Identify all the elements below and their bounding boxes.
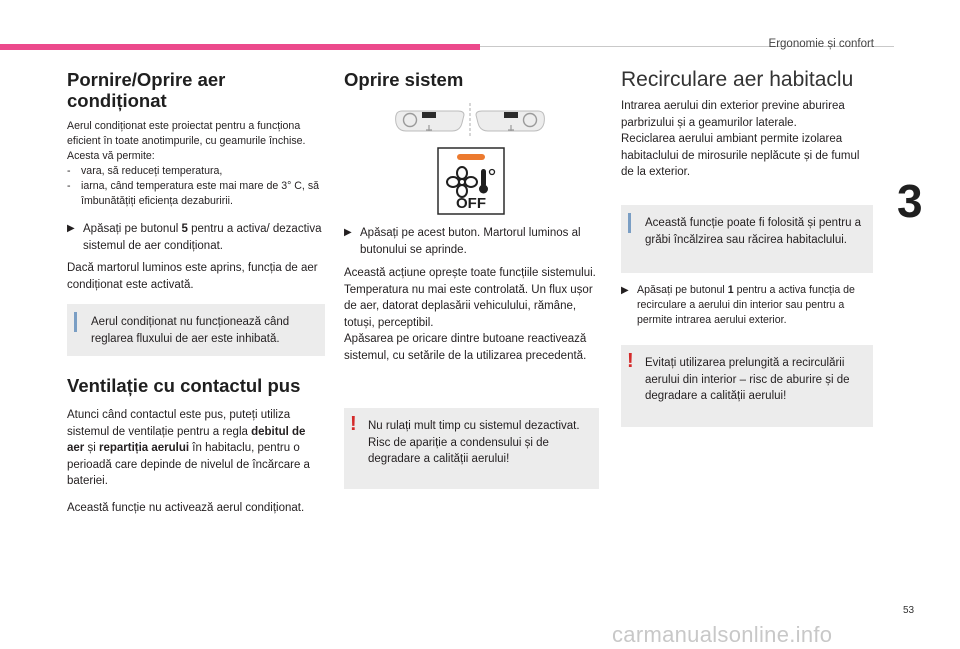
list-item: - iarna, când temperatura este mai mare de 3° C, să îmbunătățiți eficiența dezaburirii. <box>67 179 325 209</box>
watermark: carmanualsonline.info <box>612 622 833 647</box>
off-step-text: Apăsați pe acest buton. Martorul luminos al butonului se aprinde. <box>360 227 581 256</box>
ac-intro: Aerul condiționat este proiectat pentru a funcționa eficient în toate anotimpurile, cu geamurile închise. Acesta vă permite: <box>67 120 306 162</box>
recirc-body <box>621 98 873 181</box>
heated-seat-icon <box>396 111 464 131</box>
page-number: 53 <box>903 605 915 616</box>
chapter-number: 3 <box>897 175 923 227</box>
warning-box <box>344 408 599 489</box>
body-paragraph: Această acțiune oprește toate funcțiile sistemului. <box>344 267 596 279</box>
list-item-text: vara, să reduceți temperatura, <box>81 165 223 177</box>
warning-box <box>621 345 873 427</box>
vent-note: Această funcție nu activează aerul condiționat. <box>67 502 305 514</box>
off-step <box>344 225 599 258</box>
body-paragraph: Intrarea aerului din exterior previne aburirea parbrizului și a geamurilor laterale. <box>621 100 845 129</box>
warning-text: Nu rulați mult timp cu sistemul dezactivat. Risc de apariție a condensului și de degradare a calității aerului! <box>368 420 580 465</box>
info-text: Aerul condiționat nu funcționează când reglarea fluxului de aer este inhibată. <box>91 316 290 345</box>
body-paragraph: Temperatura nu mai este controlată. Un flux ușor de aer, datorat deplasării vehiculului, rămâne, totuși, perceptibil. <box>344 283 593 329</box>
ac-intro-block <box>67 119 325 209</box>
section-heading: Ventilație cu contactul pus <box>67 375 301 396</box>
info-box <box>67 304 325 356</box>
section-heading: Oprire sistem <box>344 69 464 90</box>
accent-bar <box>0 44 480 50</box>
square-arrow-bullet-icon: ▶ <box>344 227 352 238</box>
info-bar-icon <box>628 213 631 233</box>
info-box <box>621 205 873 273</box>
body-paragraph: Apăsarea pe oricare dintre butoane reactivează sistemul, cu setările de la utilizarea precedentă. <box>344 333 587 362</box>
recirc-step: ▶ Apăsați pe butonul 1 pentru a activa funcția de recirculare a aerului din interior sau pentru a permite intrarea aerului exterior. <box>621 284 855 326</box>
list-item: - vara, să reduceți temperatura, <box>67 165 223 177</box>
heated-seat-icon <box>476 111 544 131</box>
ac-step: ▶ Apăsați pe butonul 5 pentru a activa/ dezactiva sistemul de aer condiționat. <box>67 221 325 254</box>
square-arrow-bullet-icon: ▶ <box>67 223 75 234</box>
body-paragraph: Reciclarea aerului ambiant permite izolarea habitaclului de mirosurile neplăcute și de fumul de la exterior. <box>621 133 860 178</box>
heading-line1: Pornire/Oprire aer <box>67 69 226 90</box>
info-text: Această funcție poate fi folosită și pentru a grăbi încălzirea sau răcirea habitaclului. <box>645 217 862 246</box>
button-number: 1 <box>727 284 734 296</box>
control-panel-illustration <box>390 101 550 139</box>
exclamation-icon: ! <box>627 350 634 372</box>
col1-title <box>67 69 325 111</box>
off-button-illustration <box>437 147 505 215</box>
info-bar-icon <box>74 312 77 332</box>
exclamation-icon: ! <box>350 413 357 435</box>
list-item-text: iarna, când temperatura este mai mare de 3° C, să îmbunătățiți eficiența dezaburirii. <box>81 180 320 207</box>
heading-line2: condiționat <box>67 90 167 111</box>
vent-paragraph: Atunci când contactul este pus, puteți utiliza sistemul de ventilație pentru a regla debitul de aer și repartiția aerului în habitaclu, pentru o perioadă care depinde de nivelul de încărcare a bateriei. <box>67 409 310 487</box>
off-body <box>344 265 599 364</box>
ac-status: Dacă martorul luminos este aprins, funcția de aer condiționat este activată. <box>67 262 318 291</box>
square-arrow-bullet-icon: ▶ <box>621 285 629 296</box>
off-label: OFF <box>456 195 486 212</box>
warning-text: Evitați utilizarea prelungită a recirculării aerului din interior – risc de aburire și de degradare a calității aerului! <box>645 357 850 402</box>
section-title: Ergonomie și confort <box>768 38 874 50</box>
section-heading: Recirculare aer habitaclu <box>621 68 854 91</box>
button-number: 5 <box>181 223 188 235</box>
